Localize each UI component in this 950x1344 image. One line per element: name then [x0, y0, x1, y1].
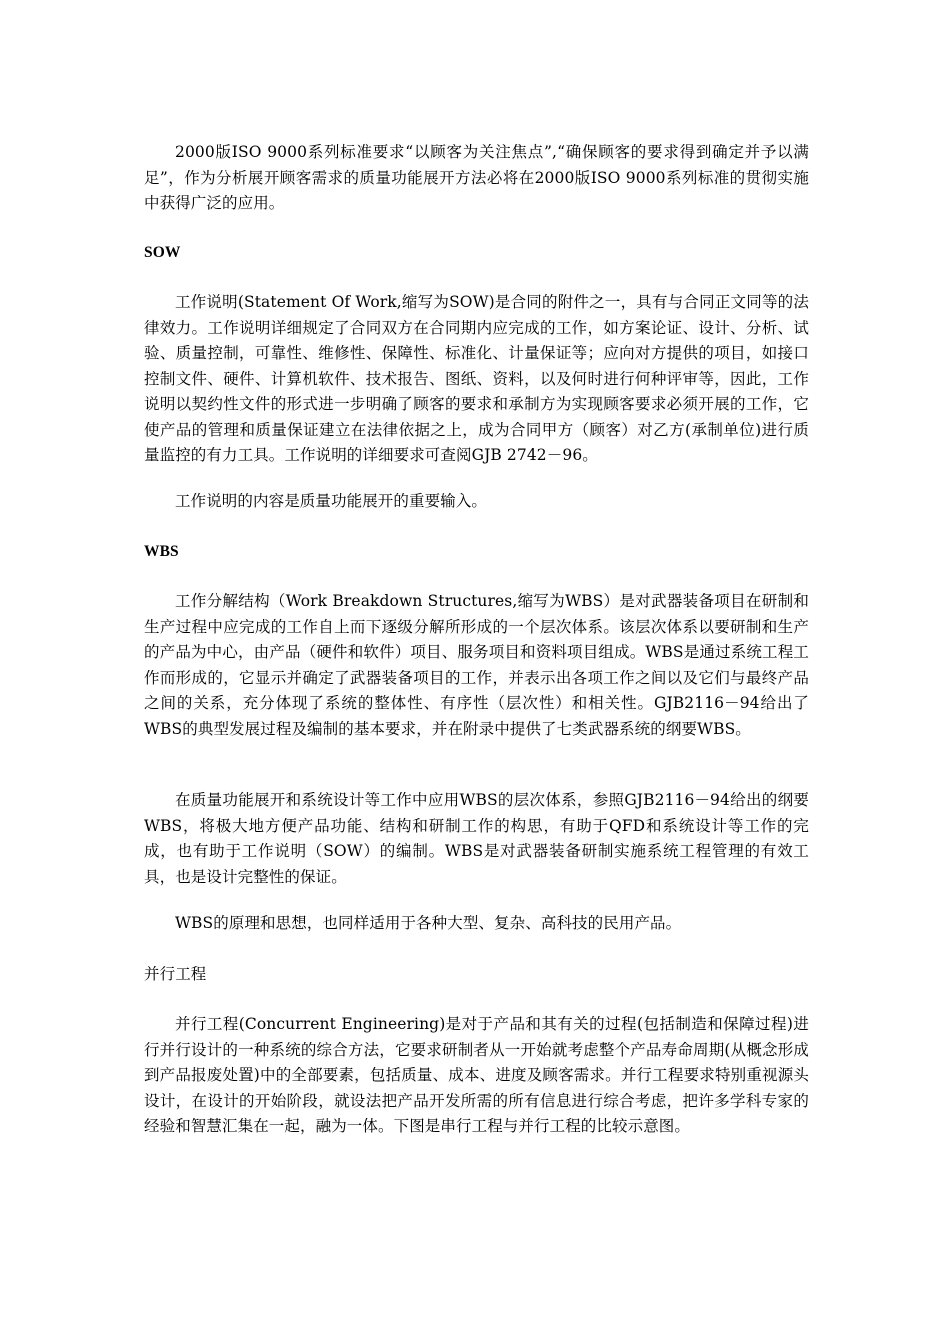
- wbs-application-paragraph: 在质量功能展开和系统设计等工作中应用WBS的层次体系，参照GJB2116－94给出的纲要WBS，将极大地方便产品功能、结构和研制工作的构思，有助于QFD和系统设计等工作的完成，也有助于工作说明（SOW）的编制。WBS是对武器装备研制实施系统工程管理的有效工具，也是设计完整性的保证。: [144, 791, 809, 886]
- concurrent-engineering-heading: 并行工程: [144, 965, 207, 983]
- concurrent-engineering-paragraph: 并行工程(Concurrent Engineering)是对于产品和其有关的过程(包括制造和保障过程)进行并行设计的一种系统的综合方法，它要求研制者从一开始就考虑整个产品寿命周期(从概念形成到产品报废处置)中的全部要素，包括质量、成本、进度及顾客需求。并行工程要求特别重视源头设计，在设计的开始阶段，就设法把产品开发所需的所有信息进行综合考虑，把许多学科专家的经验和智慧汇集在一起，融为一体。下图是串行工程与并行工程的比较示意图。: [144, 1015, 809, 1135]
- wbs-heading: WBS: [144, 543, 179, 560]
- sow-heading: SOW: [144, 244, 181, 261]
- sow-input-paragraph: 工作说明的内容是质量功能展开的重要输入。: [175, 492, 488, 510]
- sow-paragraph: 工作说明(Statement Of Work,缩写为SOW)是合同的附件之一，具有与合同正文同等的法律效力。工作说明详细规定了合同双方在合同期内应完成的工作，如方案论证、设计、分析、试验、质量控制，可靠性、维修性、保障性、标准化、计量保证等；应向对方提供的项目，如接口控制文件、硬件、计算机软件、技术报告、图纸、资料，以及何时进行何种评审等，因此，工作说明以契约性文件的形式进一步明确了顾客的要求和承制方为实现顾客要求必须开展的工作，它使产品的管理和质量保证建立在法律依据之上，成为合同甲方（顾客）对乙方(承制单位)进行质量监控的有力工具。工作说明的详细要求可查阅GJB 2742－96。: [144, 293, 809, 464]
- wbs-definition-paragraph: 工作分解结构（Work Breakdown Structures,缩写为WBS）是对武器装备项目在研制和生产过程中应完成的工作自上而下逐级分解所形成的一个层次体系。该层次体系以要研制和生产的产品为中心，由产品（硬件和软件）项目、服务项目和资料项目组成。WBS是通过系统工程工作而形成的，它显示并确定了武器装备项目的工作，并表示出各项工作之间以及它们与最终产品之间的关系，充分体现了系统的整体性、有序性（层次性）和相关性。GJB2116－94给出了WBS的典型发展过程及编制的基本要求，并在附录中提供了七类武器系统的纲要WBS。: [144, 592, 809, 738]
- wbs-civil-paragraph: WBS的原理和思想，也同样适用于各种大型、复杂、高科技的民用产品。: [175, 914, 682, 932]
- intro-paragraph: 2000版ISO 9000系列标准要求“以顾客为关注焦点”,“确保顾客的要求得到确定并予以满足”，作为分析展开顾客需求的质量功能展开方法必将在2000版ISO 9000系列标准的贯彻实施中获得广泛的应用。: [144, 143, 809, 212]
